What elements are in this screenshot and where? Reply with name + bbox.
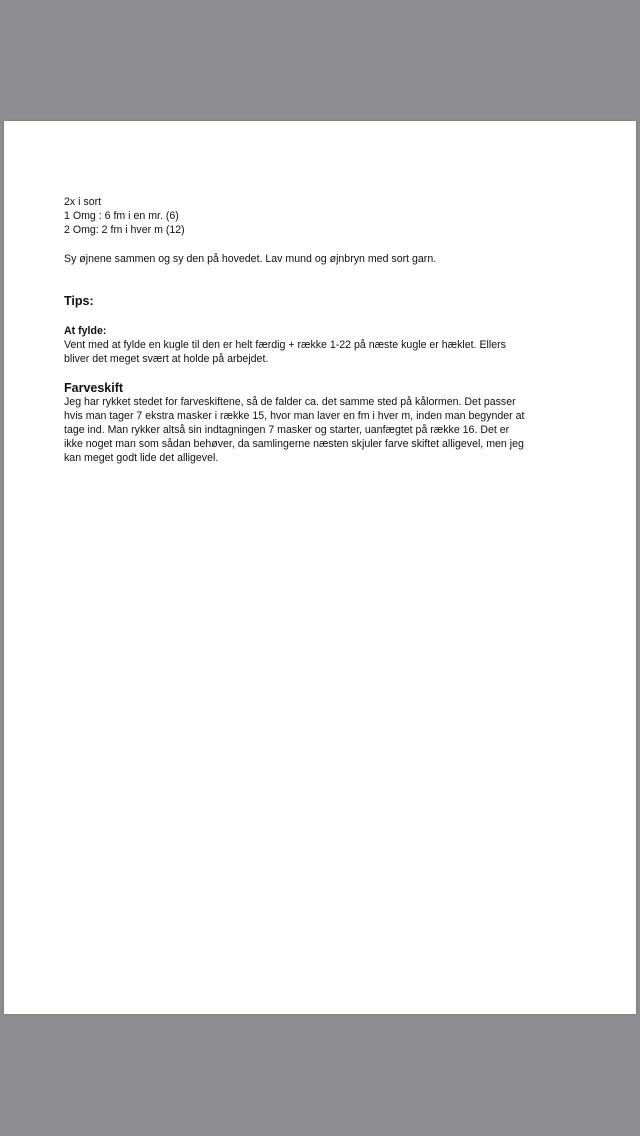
assembly-instruction xyxy=(64,252,584,266)
paragraph-line: tage ind. Man rykker altså sin indtagningen 7 masker og starter, uanfægtet på række 16. Det er xyxy=(64,424,510,436)
paragraph-line: Vent med at fylde en kugle til den er helt færdig + række 1-22 på næste kugle er hæklet. Ellers xyxy=(64,339,506,351)
tips-heading: Tips: xyxy=(64,294,94,308)
instruction-line: 1 Omg : 6 fm i en mr. (6) xyxy=(64,210,179,222)
fill-paragraph xyxy=(64,338,584,366)
paragraph-line: ikke noget man som sådan behøver, da samlingerne næsten skjuler farve skiftet alligevel, men jeg xyxy=(64,438,524,450)
instruction-line: 2x i sort xyxy=(64,196,102,208)
color-change-paragraph xyxy=(64,395,584,465)
instruction-line: 2 Omg: 2 fm i hver m (12) xyxy=(64,224,185,236)
document-page xyxy=(4,121,636,1014)
paragraph-line: hvis man tager 7 ekstra masker i række 15, hvor man laver en fm i hver m, inden man begynder at xyxy=(64,410,525,422)
paragraph-line: bliver det meget svært at holde på arbejdet. xyxy=(64,353,269,365)
paragraph-line: Jeg har rykket stedet for farveskiftene, så de falder ca. det samme sted på kålormen. Det passer xyxy=(64,396,516,408)
instruction-text: Sy øjnene sammen og sy den på hovedet. Lav mund og øjnbryn med sort garn. xyxy=(64,253,437,265)
fill-heading: At fylde: xyxy=(64,325,107,337)
paragraph-line: kan meget godt lide det alligevel. xyxy=(64,452,219,464)
color-change-heading: Farveskift xyxy=(64,381,124,395)
round-instructions xyxy=(64,195,584,237)
page-content xyxy=(64,195,584,465)
